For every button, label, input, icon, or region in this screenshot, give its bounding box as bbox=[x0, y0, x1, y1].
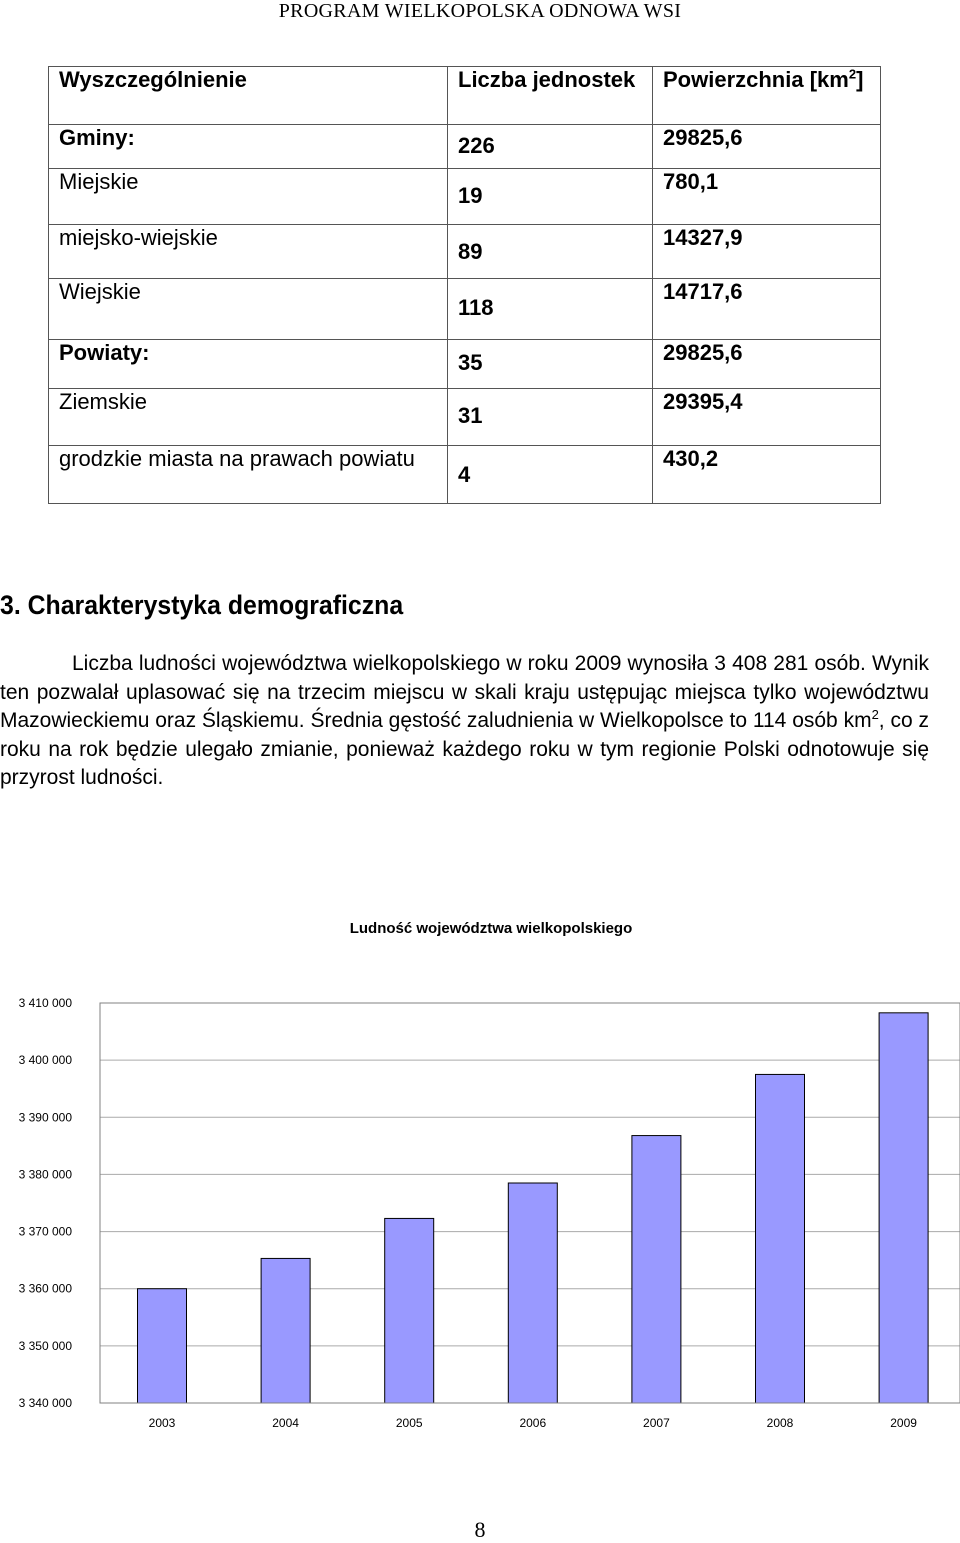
table-row bbox=[49, 169, 881, 225]
row-label-cell bbox=[49, 125, 448, 169]
header-cell-count bbox=[448, 67, 653, 125]
page-number: 8 bbox=[474, 1517, 486, 1542]
row-area: 29395,4 bbox=[663, 389, 743, 414]
table-row bbox=[49, 340, 881, 389]
row-area-cell bbox=[653, 340, 881, 389]
row-area: 14717,6 bbox=[663, 279, 743, 304]
row-count-cell bbox=[448, 340, 653, 389]
paragraph-text-part1: Liczba ludności województwa wielkopolskiego w roku 2009 wynosiła 3 408 281 osób. Wynik ten pozwalał uplasować się na trzecim miejscu w skali kraju ustępując miejsca tylko województwu Mazowieckiemu oraz Śląskiemu. Średnia gęstość zaludnienia w Wielkopolsce to 114 osób km bbox=[0, 652, 929, 732]
row-area: 29825,6 bbox=[663, 340, 743, 365]
running-header: PROGRAM WIELKOPOLSKA ODNOWA WSI bbox=[278, 0, 682, 22]
bar-2009 bbox=[879, 1013, 928, 1403]
table-row bbox=[49, 389, 881, 446]
row-count: 89 bbox=[458, 239, 483, 264]
chart-x-axis-labels bbox=[149, 1416, 918, 1430]
row-count: 226 bbox=[458, 133, 495, 158]
table-row bbox=[49, 279, 881, 340]
row-count-cell bbox=[448, 446, 653, 504]
header-label-area: Powierzchnia [km bbox=[663, 67, 849, 92]
row-label-cell bbox=[49, 279, 448, 340]
table-header-row bbox=[49, 67, 881, 125]
row-label: miejsko-wiejskie bbox=[59, 225, 218, 250]
row-label-cell bbox=[49, 169, 448, 225]
row-count-cell bbox=[448, 169, 653, 225]
x-tick-label: 2003 bbox=[148, 1416, 176, 1430]
y-tick-label: 3 370 000 bbox=[18, 1224, 72, 1239]
row-count-cell bbox=[448, 225, 653, 279]
row-count: 118 bbox=[458, 295, 494, 320]
row-area: 430,2 bbox=[663, 446, 719, 471]
bar-2003 bbox=[138, 1289, 187, 1403]
row-area: 780,1 bbox=[663, 169, 719, 194]
header-label-count: Liczba jednostek bbox=[458, 67, 636, 92]
row-count-cell bbox=[448, 389, 653, 446]
row-count: 4 bbox=[458, 462, 471, 487]
chart-title: Ludność województwa wielkopolskiego bbox=[349, 920, 633, 937]
header-cell-category bbox=[49, 67, 448, 125]
row-area: 29825,6 bbox=[663, 125, 743, 150]
row-label: Gminy: bbox=[59, 125, 135, 150]
row-label: Powiaty: bbox=[59, 340, 150, 365]
statistics-table bbox=[48, 66, 881, 504]
bar-2007 bbox=[632, 1136, 681, 1403]
y-tick-label: 3 380 000 bbox=[18, 1167, 72, 1182]
row-label-cell bbox=[49, 389, 448, 446]
bar-2006 bbox=[508, 1183, 557, 1403]
table-row bbox=[49, 225, 881, 279]
row-count: 19 bbox=[458, 183, 483, 208]
x-tick-label: 2007 bbox=[643, 1416, 670, 1430]
row-count: 35 bbox=[458, 350, 483, 375]
row-area-cell bbox=[653, 225, 881, 279]
row-label-cell bbox=[49, 446, 448, 504]
row-label: Wiejskie bbox=[59, 279, 141, 304]
x-tick-label: 2004 bbox=[272, 1416, 299, 1430]
y-tick-label: 3 390 000 bbox=[18, 1110, 72, 1125]
bar-2005 bbox=[385, 1218, 434, 1403]
population-bar-chart bbox=[0, 905, 960, 1445]
chart-bars bbox=[138, 1013, 929, 1403]
row-area-cell bbox=[653, 125, 881, 169]
x-tick-label: 2005 bbox=[395, 1416, 423, 1430]
row-area-cell bbox=[653, 446, 881, 504]
body-paragraph bbox=[0, 650, 929, 793]
bar-2004 bbox=[261, 1258, 310, 1403]
header-cell-area bbox=[653, 67, 881, 125]
paragraph-text-part2: , co z roku na rok będzie ulegało zmianie, ponieważ każdego roku w tym regionie Polski odnotowuje się przyrost ludności. bbox=[0, 709, 929, 789]
y-tick-label: 3 340 000 bbox=[18, 1396, 72, 1410]
table-row bbox=[49, 125, 881, 169]
bar-2008 bbox=[756, 1074, 805, 1403]
row-label: Ziemskie bbox=[59, 389, 148, 414]
section-heading: 3. Charakterystyka demograficzna bbox=[0, 590, 404, 620]
row-label-cell bbox=[49, 340, 448, 389]
x-tick-label: 2009 bbox=[890, 1416, 917, 1430]
row-label-cell bbox=[49, 225, 448, 279]
row-area: 14327,9 bbox=[663, 225, 743, 250]
row-label: Miejskie bbox=[59, 169, 139, 194]
row-label: grodzkie miasta na prawach powiatu bbox=[59, 446, 415, 471]
x-tick-label: 2008 bbox=[766, 1416, 794, 1430]
row-count-cell bbox=[448, 125, 653, 169]
row-count: 31 bbox=[458, 403, 483, 428]
y-tick-label: 3 410 000 bbox=[18, 996, 72, 1010]
row-area-cell bbox=[653, 279, 881, 340]
chart-y-axis-labels bbox=[19, 996, 73, 1410]
y-tick-label: 3 350 000 bbox=[18, 1338, 72, 1353]
y-tick-label: 3 360 000 bbox=[18, 1281, 72, 1296]
header-label-category: Wyszczególnienie bbox=[59, 67, 247, 92]
row-area-cell bbox=[653, 169, 881, 225]
paragraph-superscript: 2 bbox=[871, 707, 879, 722]
table-row bbox=[49, 446, 881, 504]
x-tick-label: 2006 bbox=[519, 1416, 547, 1430]
row-area-cell bbox=[653, 389, 881, 446]
row-count-cell bbox=[448, 279, 653, 340]
header-area-superscript: 2 bbox=[848, 66, 857, 82]
header-area-bracket: ] bbox=[856, 67, 864, 92]
y-tick-label: 3 400 000 bbox=[18, 1053, 72, 1068]
